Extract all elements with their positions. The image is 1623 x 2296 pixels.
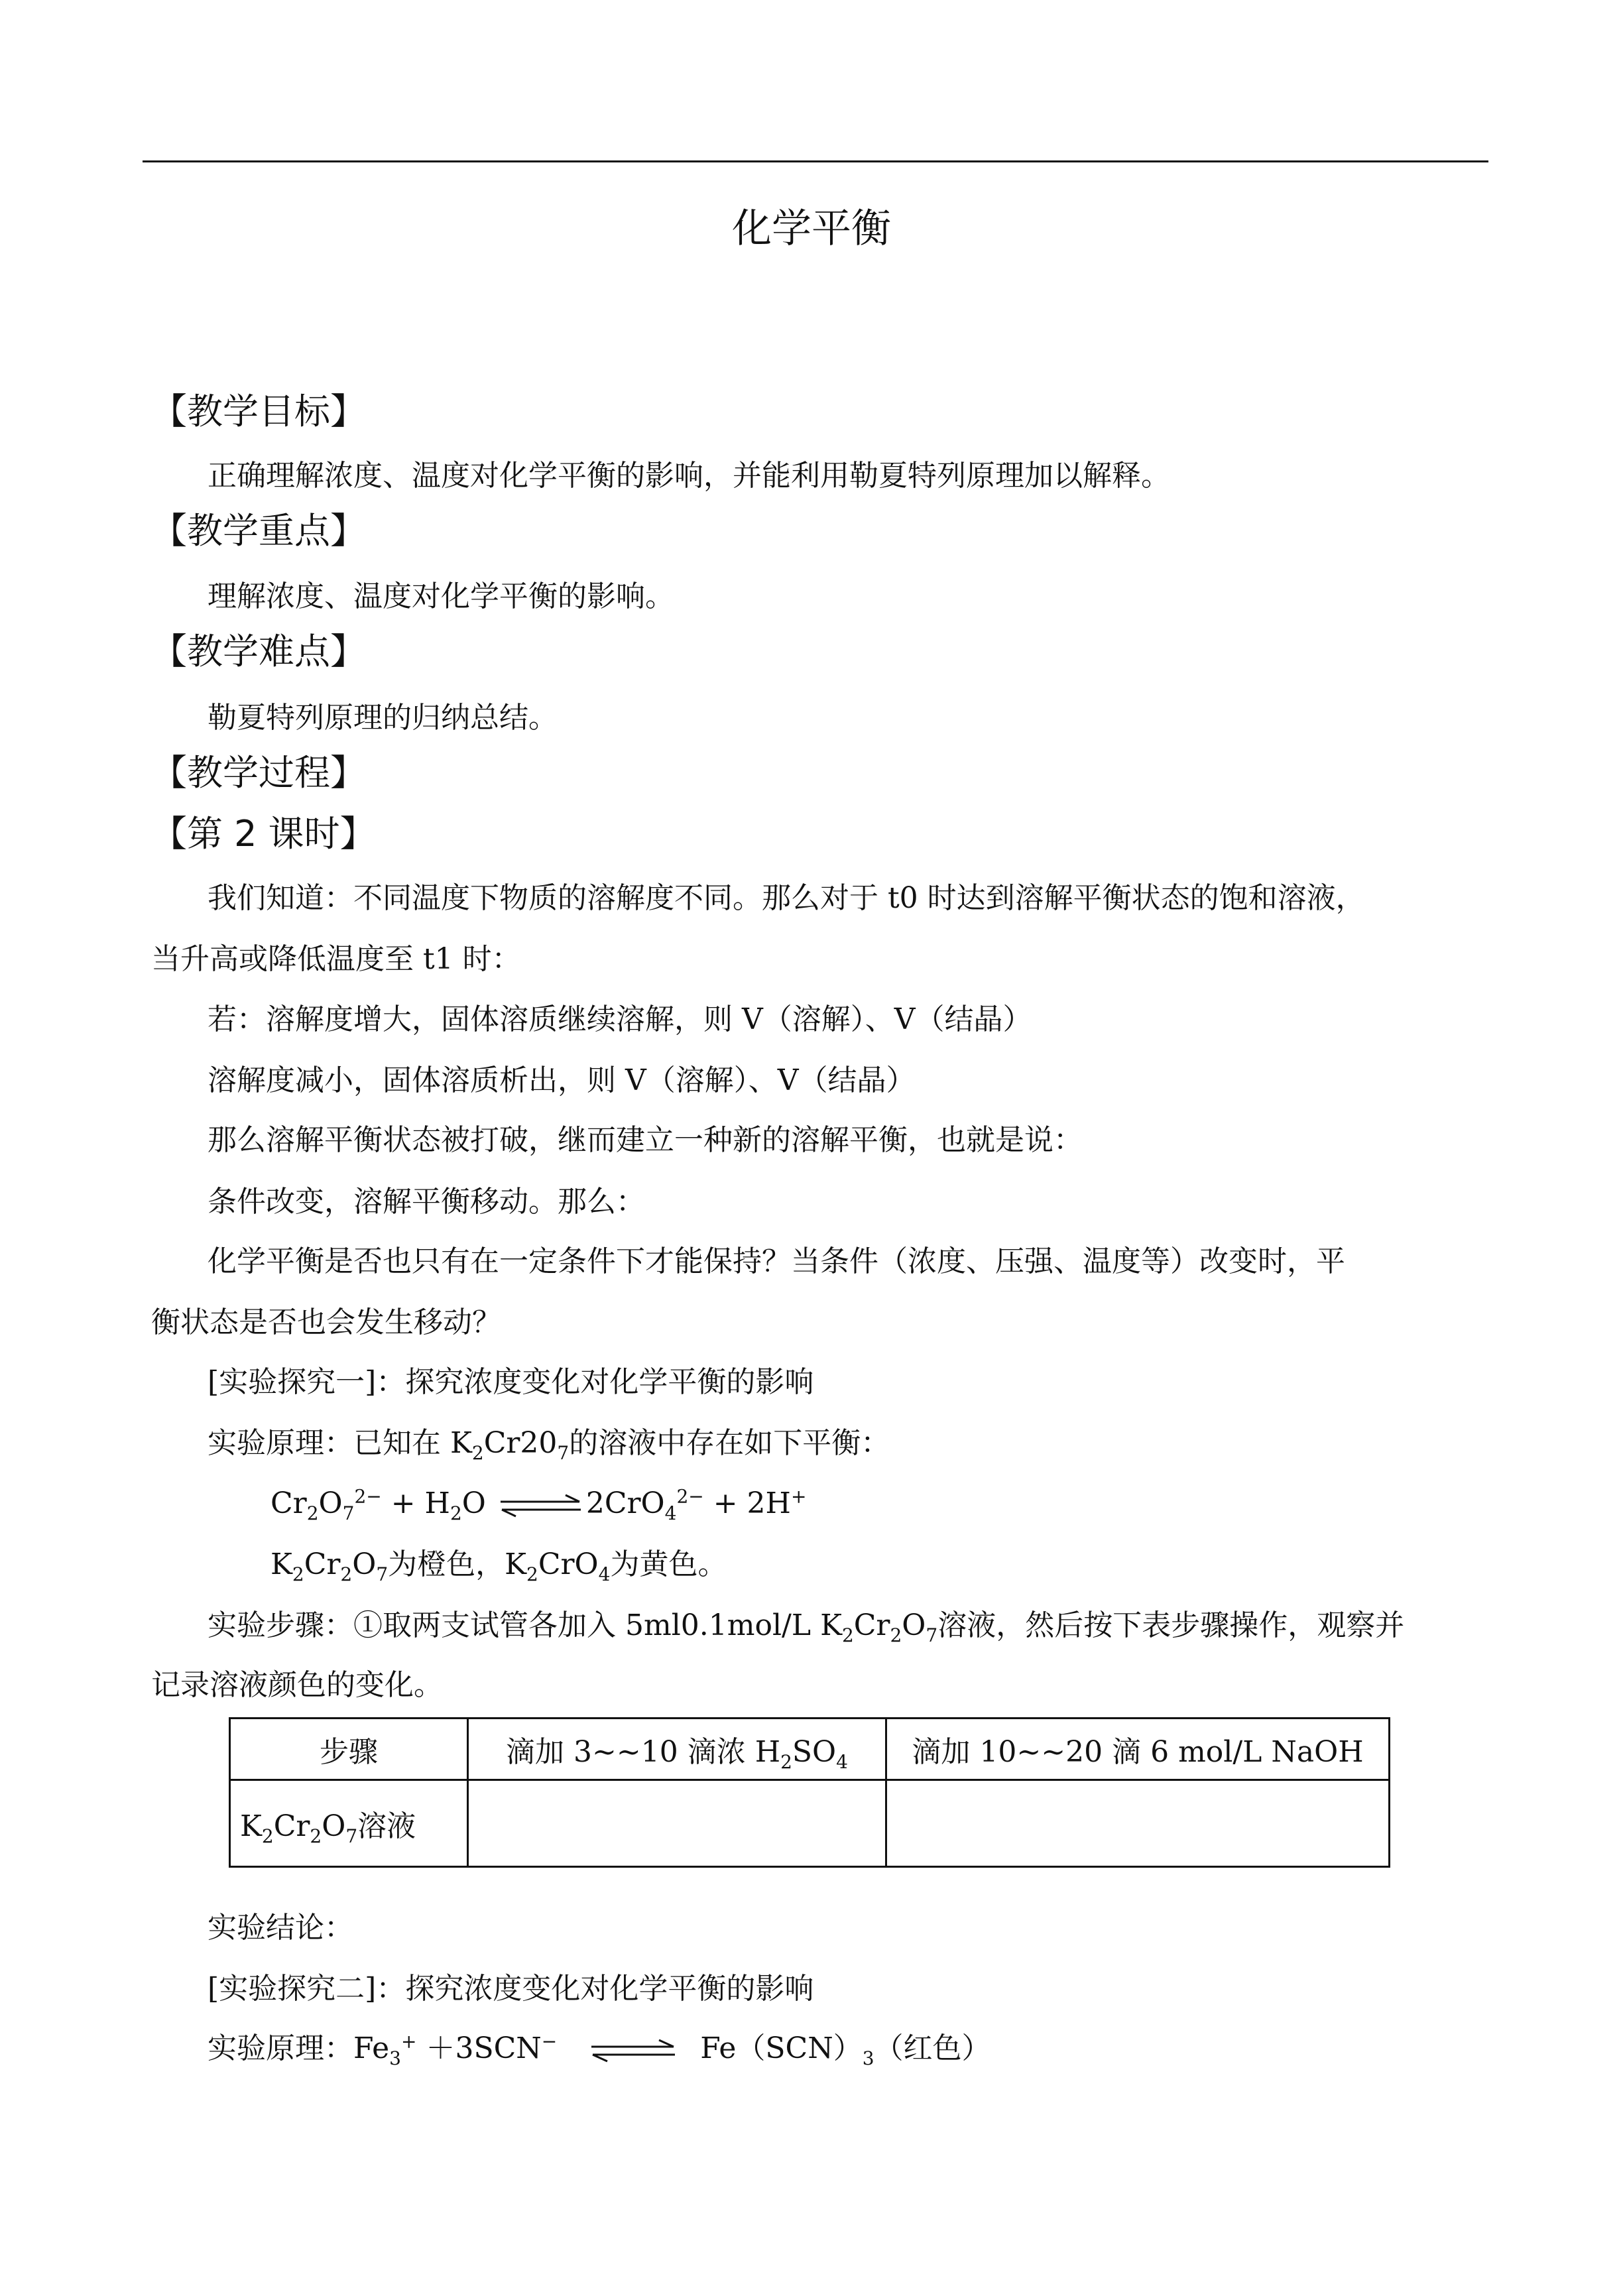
o: O [902,1608,926,1642]
cr: Cr [304,1547,341,1581]
o: O [322,1809,346,1843]
fe-scn: Fe（SCN） [700,2031,863,2065]
sub-4: 4 [836,1750,848,1773]
intro-question-2: 衡状态是否也会发生移动？ [151,1305,501,1339]
sub-2: 2 [306,1502,319,1524]
exp1-steps-line-2: 记录溶液颜色的变化。 [151,1668,443,1702]
sub-2: 2 [471,1441,484,1464]
equilibrium-arrow-icon [499,1494,582,1518]
k: K [270,1547,292,1581]
exp1-conclusion: 实验结论： [208,1911,353,1945]
header-h2so4-text: 滴加 3~~10 滴浓 H [506,1735,781,1769]
table-header-step: 步骤 [230,1719,468,1780]
equilibrium-arrow-icon [590,2039,676,2063]
sub-7: 7 [345,1825,358,1847]
table-header-naoh: 滴加 10~~20 滴 6 mol/L NaOH [886,1719,1390,1780]
eq-o: O [461,1486,486,1520]
sub-2: 2 [261,1825,274,1847]
exp1-steps-line-1 [208,1606,1404,1646]
colors-text-1: 为橙色，K [388,1547,527,1581]
sub-7: 7 [376,1563,389,1585]
table-header-h2so4 [468,1719,886,1780]
exp1-principle-pre: 实验原理：已知在 K [208,1426,472,1460]
charge: 2− [676,1485,704,1508]
key-points-text: 理解浓度、温度对化学平衡的影响。 [208,579,674,613]
sub-3: 3 [862,2047,874,2069]
sub-4: 4 [664,1502,677,1524]
so: SO [792,1735,837,1769]
charge: − [541,2030,558,2053]
document-title: 化学平衡 [732,206,891,252]
charge: 2− [354,1485,382,1508]
sub-2: 2 [890,1624,902,1646]
fe: 实验原理：Fe [208,2031,390,2065]
charge: + [790,1485,807,1508]
intro-if-increase: 若：溶解度增大，固体溶质继续溶解，则 V（溶解）、V（结晶） [208,1002,1032,1036]
table-header-row [230,1719,1390,1780]
intro-broken: 那么溶解平衡状态被打破，继而建立一种新的溶解平衡，也就是说： [208,1123,1083,1157]
exp1-principle-post: 的溶液中存在如下平衡： [569,1426,890,1460]
row-label-tail: 溶液 [357,1809,416,1843]
exp2-title: [实验探究二]：探究浓度变化对化学平衡的影响 [208,1972,814,2006]
table-row-label [230,1780,468,1867]
steps-post: 溶液，然后按下表步骤操作，观察并 [937,1608,1405,1642]
sub-2: 2 [292,1563,304,1585]
intro-line-2: 当升高或降低温度至 t1 时： [151,942,521,976]
difficulties-text: 勒夏特列原理的归纳总结。 [208,701,558,735]
sub-3: 3 [389,2047,401,2069]
exp1-equation [270,1484,806,1524]
cro: CrO [538,1547,599,1581]
heading-lesson-2: 【第 2 课时】 [151,813,376,855]
steps-pre: 实验步骤：①取两支试管各加入 5ml0.1mol/L K [208,1608,842,1642]
heading-key-points: 【教学重点】 [151,510,366,552]
exp1-colors [270,1545,727,1585]
eq-o: O [318,1486,343,1520]
cr: Cr [853,1608,890,1642]
intro-question-1: 化学平衡是否也只有在一定条件下才能保持？当条件（浓度、压强、温度等）改变时，平 [208,1244,1345,1278]
exp1-title: [实验探究一]：探究浓度变化对化学平衡的影响 [208,1365,814,1399]
intro-line-1: 我们知道：不同温度下物质的溶解度不同。那么对于 t0 时达到溶解平衡状态的饱和溶液， [208,881,1365,915]
heading-difficulties: 【教学难点】 [151,631,366,672]
eq-h: + H [381,1486,450,1520]
eq-cro4: 2CrO [585,1486,665,1520]
table-cell-h2so4 [468,1780,886,1867]
intro-if-decrease: 溶解度减小，固体溶质析出，则 V（溶解）、V（结晶） [208,1063,916,1097]
exp2-principle [208,2029,991,2069]
charge: + [401,2030,417,2053]
sub-2: 2 [450,1502,462,1524]
sub-2: 2 [340,1563,353,1585]
goals-text: 正确理解浓度、温度对化学平衡的影响，并能利用勒夏特列原理加以解释。 [208,459,1170,493]
sub-7: 7 [342,1502,355,1524]
sub-4: 4 [598,1563,611,1585]
red-color-note: （红色） [874,2031,991,2065]
k: K [240,1809,262,1843]
heading-teaching-goals: 【教学目标】 [151,391,366,432]
table-cell-naoh [886,1780,1390,1867]
sub-2: 2 [841,1624,854,1646]
scn: ＋3SCN [416,2031,542,2065]
colors-text-2: 为黄色。 [610,1547,727,1581]
exp1-principle [208,1423,890,1463]
cr: Cr [273,1809,310,1843]
intro-moves: 条件改变，溶解平衡移动。那么： [208,1185,645,1219]
sub-7: 7 [557,1441,570,1464]
header-rule [143,160,1488,162]
o: O [352,1547,377,1581]
steps-table [229,1717,1390,1868]
table-row [230,1780,1390,1867]
sub-7: 7 [926,1624,938,1646]
eq-2h: + 2H [703,1486,791,1520]
heading-process: 【教学过程】 [151,752,366,794]
exp1-principle-mid: Cr20 [483,1426,558,1460]
sub-2: 2 [310,1825,322,1847]
sub-2: 2 [526,1563,538,1585]
eq-cr: Cr [270,1486,307,1520]
sub-2: 2 [780,1750,792,1773]
